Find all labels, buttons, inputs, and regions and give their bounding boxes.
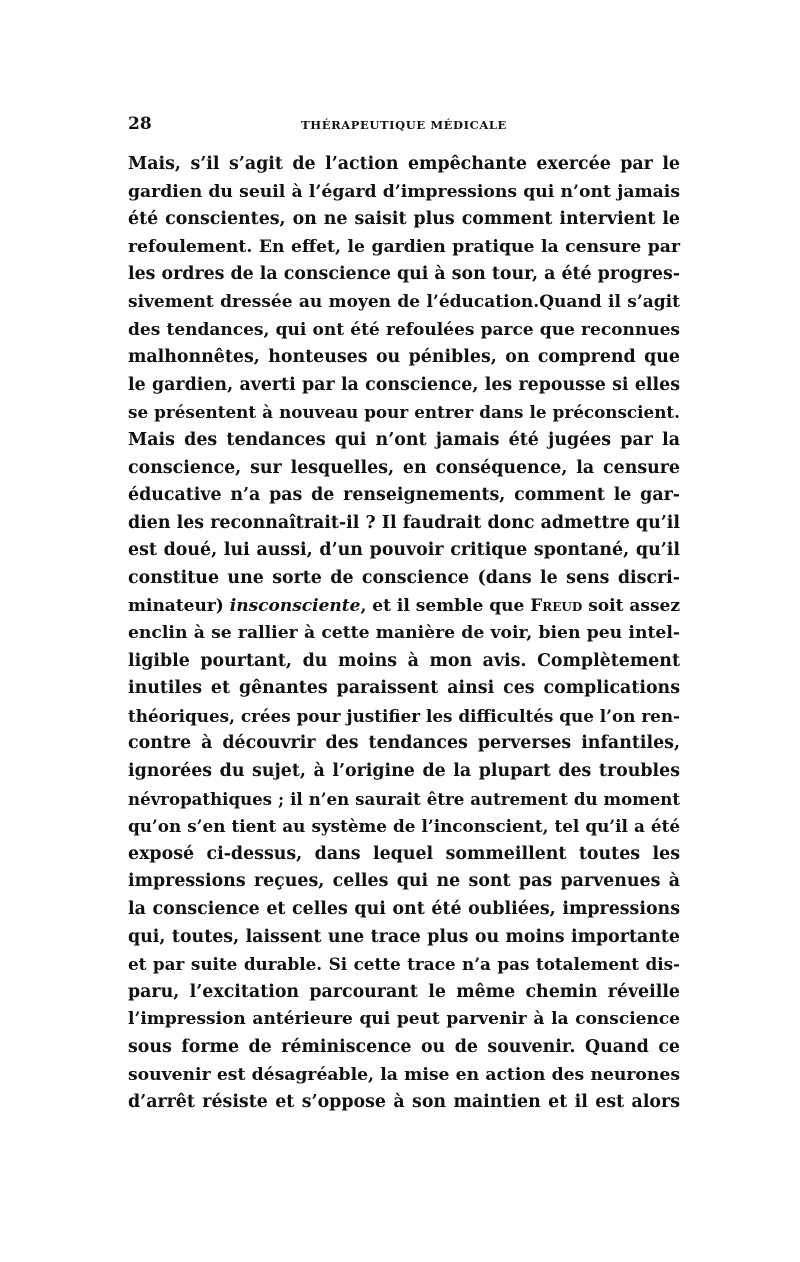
text-line: enclin à se rallier à cette manière de voir, bien peu intel- — [128, 623, 680, 644]
text-line: d’arrêt résiste et s’oppose à son maintien et il est alors — [128, 1092, 680, 1113]
text-line: contre à découvrir des tendances perverses infantiles, — [128, 733, 680, 754]
text-line: gardien du seuil à l’égard d’impressions qui n’ont jamais — [128, 181, 680, 202]
text-line: sivement dressée au moyen de l’éducation.Quand il s’agit — [128, 291, 680, 312]
text-line: malhonnêtes, honteuses ou pénibles, on comprend que — [128, 347, 680, 368]
text-line: dien les reconnaîtrait-il ? Il faudrait donc admettre qu’il — [128, 512, 680, 533]
text-line: Mais, s’il s’agit de l’action empêchante exercée par le — [128, 154, 680, 174]
page-number: 28 — [128, 114, 152, 134]
text-line: qui, toutes, laissent une trace plus ou moins importante — [128, 926, 680, 947]
text-line: le gardien, averti par la conscience, les repousse si elles — [128, 374, 680, 395]
text-run: minateur) — [128, 595, 230, 616]
italic-term: insconsciente — [229, 595, 361, 616]
text-line: les ordres de la conscience qui à son tour, a été progres- — [128, 264, 680, 285]
body-text — [128, 151, 680, 1117]
text-line: impressions reçues, celles qui ne sont pas parvenues à — [128, 871, 680, 892]
text-line: conscience, sur lesquelles, en conséquence, la censure — [128, 457, 680, 478]
text-line: sous forme de réminiscence ou de souvenir. Quand ce — [128, 1037, 680, 1057]
text-line: des tendances, qui ont été refoulées parce que reconnues — [128, 319, 680, 340]
author-name: Freud — [530, 595, 583, 616]
text-line: la conscience et celles qui ont été oubliées, impressions — [128, 899, 680, 920]
running-title: THÉRAPEUTIQUE MÉDICALE — [301, 118, 507, 132]
text-line: inutiles et gênantes paraissent ainsi ces complications — [128, 678, 680, 699]
text-line: éducative n’a pas de renseignements, comment le gar- — [128, 485, 680, 506]
text-line: ligible pourtant, du moins à mon avis. Complètement — [128, 650, 680, 671]
text-line: Mais des tendances qui n’ont jamais été jugées par la — [128, 429, 680, 450]
text-line: est doué, lui aussi, d’un pouvoir critique spontané, qu’il — [128, 540, 680, 561]
text-line-mixed — [128, 593, 680, 621]
text-line: et par suite durable. Si cette trace n’a pas totalement dis- — [128, 954, 680, 975]
text-line: été conscientes, on ne saisit plus comment intervient le — [128, 209, 680, 230]
text-line: théoriques, crées pour justifier les difficultés que l’on ren- — [128, 705, 680, 726]
text-line: l’impression antérieure qui peut parvenir à la conscience — [128, 1009, 680, 1030]
text-line: souvenir est désagréable, la mise en action des neurones — [128, 1064, 680, 1085]
text-line: qu’on s’en tient au système de l’inconscient, tel qu’il a été — [128, 816, 680, 837]
text-run: soit assez — [582, 595, 680, 616]
page-header — [128, 114, 680, 138]
text-line: refoulement. En effet, le gardien pratique la censure par — [128, 236, 680, 257]
text-run: , et il semble que — [360, 595, 531, 616]
text-line: ignorées du sujet, à l’origine de la plupart des troubles — [128, 761, 680, 782]
text-line: exposé ci-dessus, dans lequel sommeillent toutes les — [128, 843, 680, 864]
text-line: constitue une sorte de conscience (dans le sens discri- — [128, 567, 680, 588]
text-line: paru, l’excitation parcourant le même chemin réveille — [128, 981, 680, 1002]
text-line: névropathiques ; il n’en saurait être autrement du moment — [128, 788, 680, 809]
text-line: se présentent à nouveau pour entrer dans le préconscient. — [128, 402, 680, 423]
